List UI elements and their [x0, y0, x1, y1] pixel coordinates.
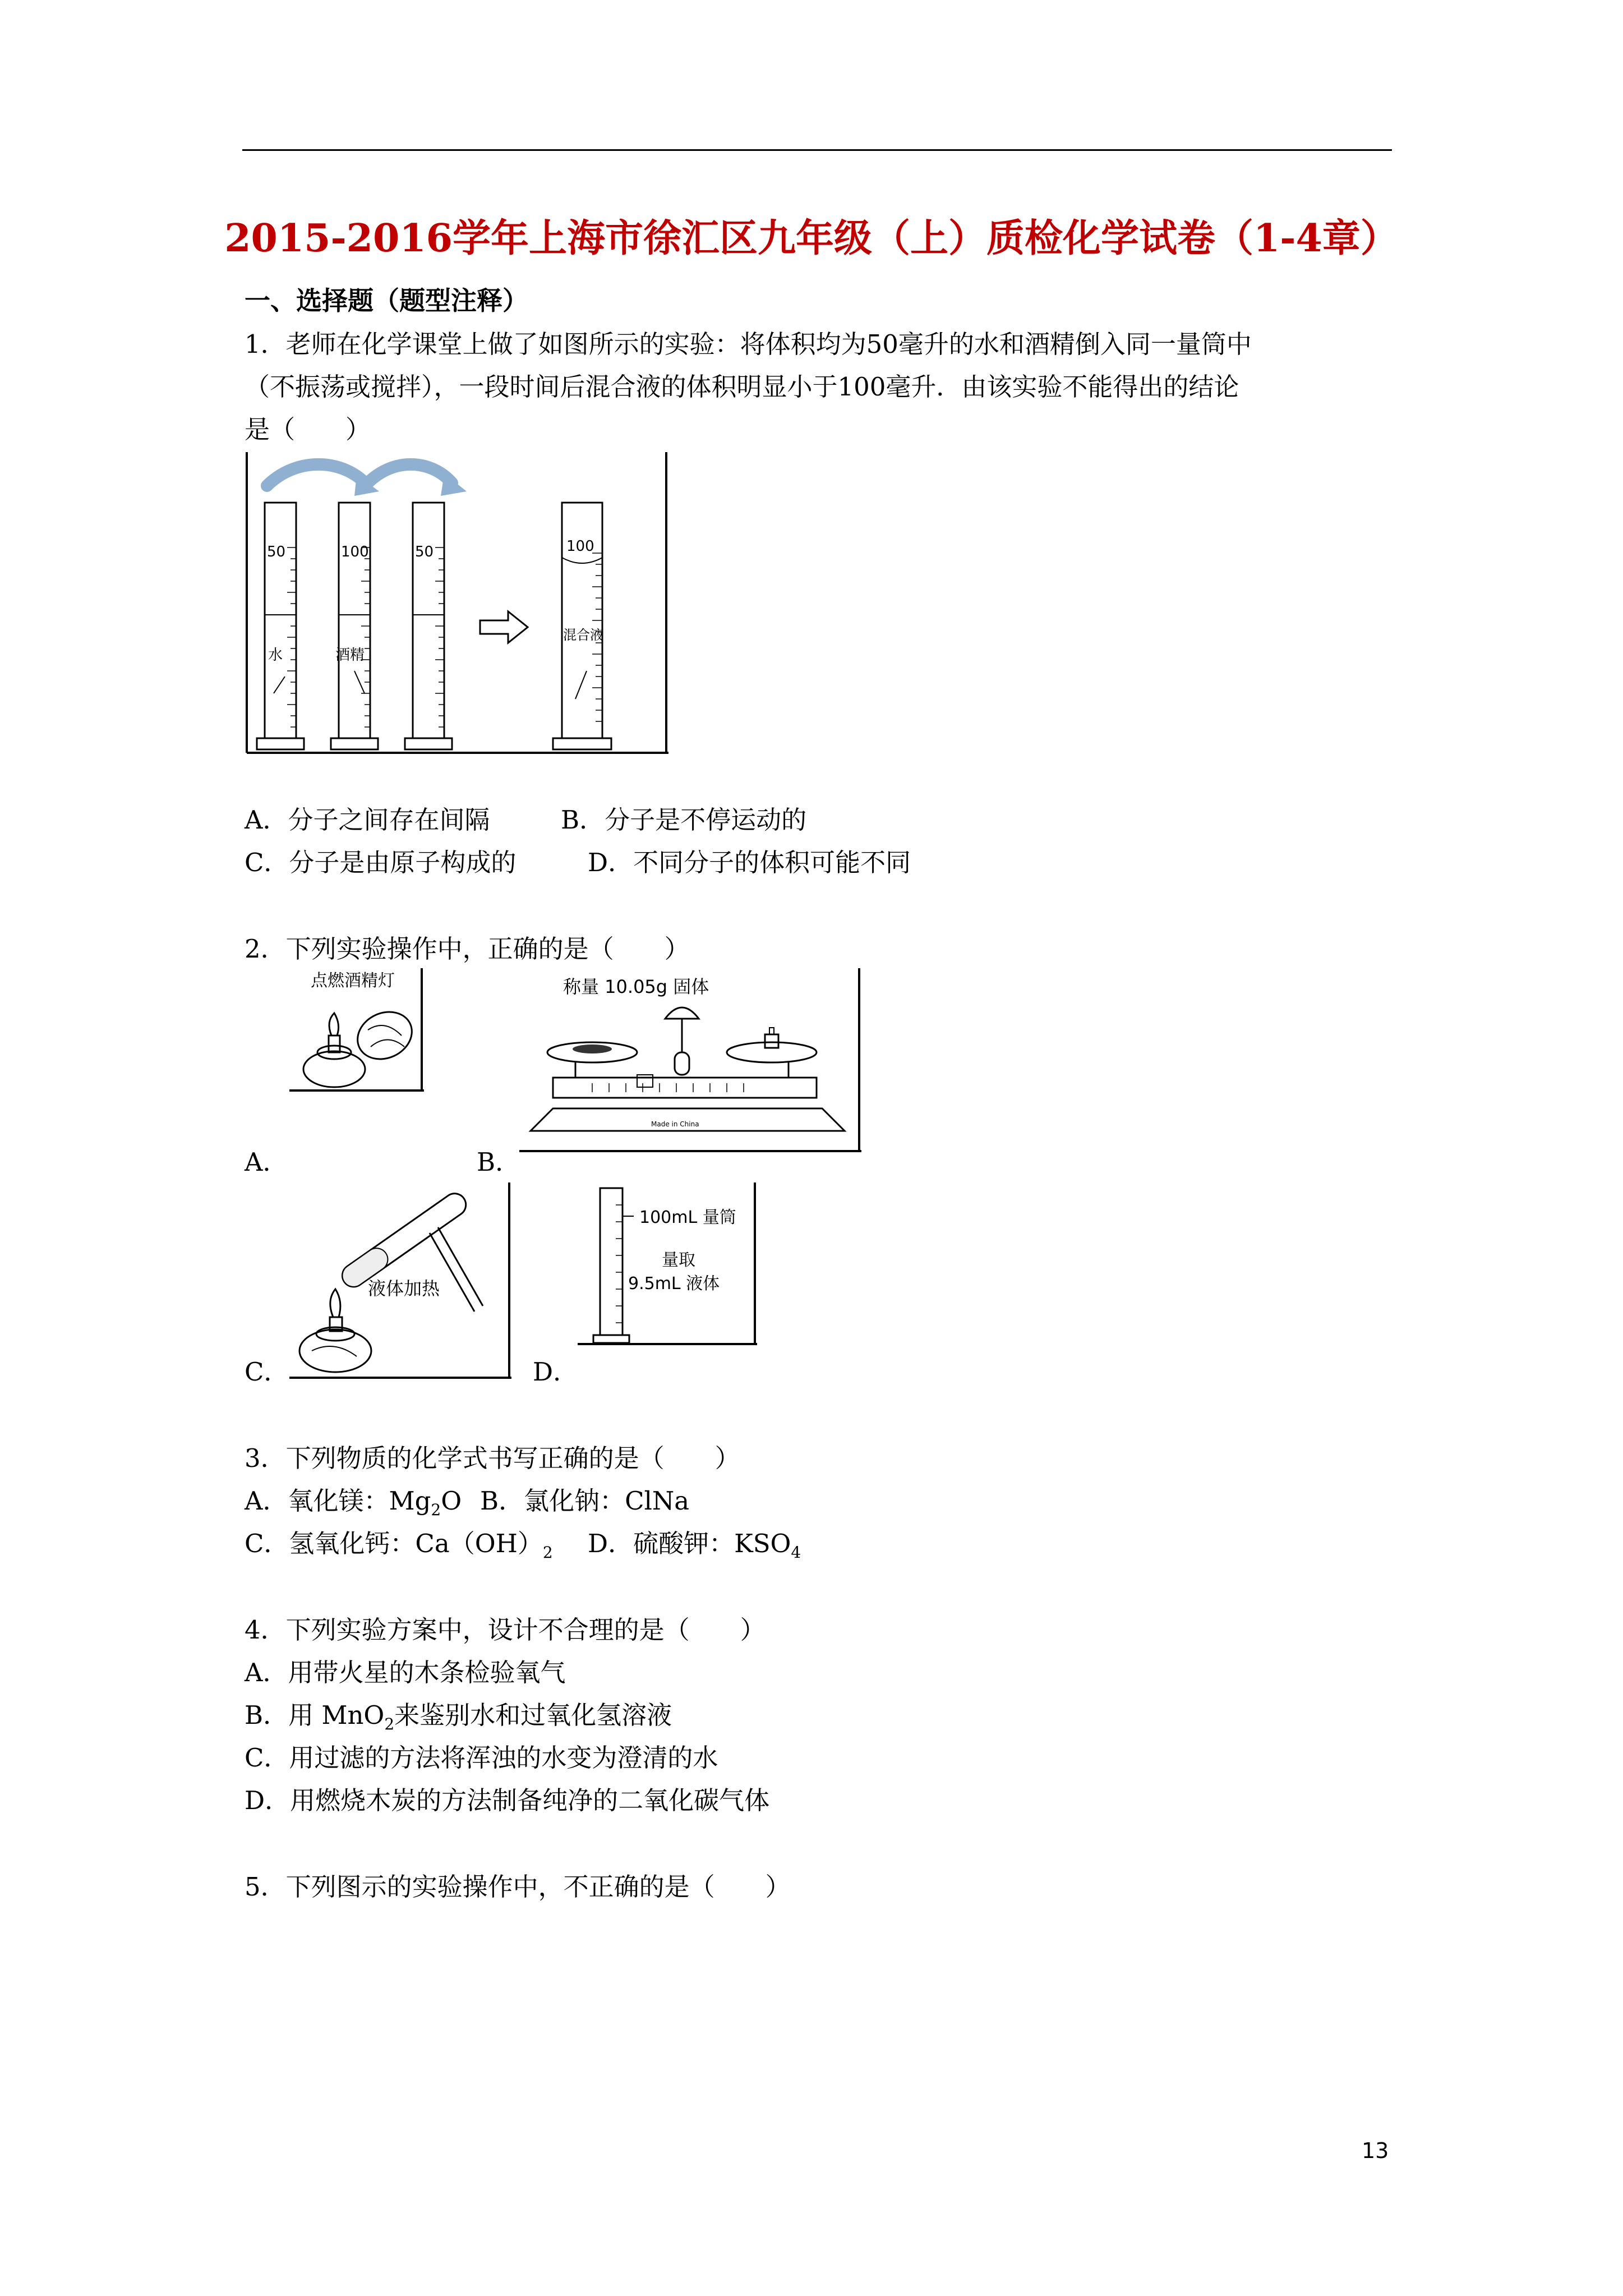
q1-cyl4-label: 混合液 — [563, 627, 603, 643]
q3-option-a: A．氧化镁：$Mg_2O$ — [245, 1486, 462, 1519]
q3-option-d: D．硫酸钾：$KSO_4$ — [588, 1529, 801, 1562]
q4-option-a: A．用带火星的木条检验氧气 — [245, 1658, 566, 1687]
q2-figure-c — [289, 1182, 511, 1380]
q2-figure-d — [578, 1182, 757, 1346]
header-rule — [242, 149, 1392, 151]
q2-figD-caption3: 9.5mL 液体 — [628, 1274, 720, 1294]
q2-option-d-label: D． — [533, 1357, 579, 1387]
q1-cyl1-label: 水 — [268, 647, 283, 664]
q2-stem: 2．下列实验操作中，正确的是（ ） — [245, 934, 690, 964]
q1-option-b: B．分子是不停运动的 — [561, 805, 807, 835]
q1-stem-line3: 是（ ） — [245, 415, 371, 444]
q2-figure-a — [289, 968, 427, 1093]
page-title: 2015-2016学年上海市徐汇区九年级（上）质检化学试卷（1-4章） — [224, 216, 1399, 261]
q5-stem: 5．下列图示的实验操作中，不正确的是（ ） — [245, 1872, 791, 1902]
q4-option-b: B．用 MnO$_2$来鉴别水和过氧化氢溶液 — [245, 1700, 672, 1733]
q2-figD-caption1: 100mL 量筒 — [639, 1208, 736, 1227]
q3-option-b: B．氯化钠：ClNa — [480, 1486, 690, 1516]
q2-figure-b — [519, 968, 861, 1153]
q2-figB-small-text: Made in China — [651, 1120, 699, 1128]
q1-stem-line1: 1．老师在化学课堂上做了如图所示的实验：将体积均为50毫升的水和酒精倒入同一量筒中 — [245, 329, 1252, 359]
q2-figD-caption2: 量取 — [662, 1250, 695, 1270]
q2-figB-caption: 称量 10.05g 固体 — [563, 976, 709, 997]
q4-option-c: C．用过滤的方法将浑浊的水变为澄清的水 — [245, 1743, 718, 1773]
section-heading: 一、选择题（题型注释） — [245, 286, 528, 316]
q1-cyl4-mark: 100 — [566, 538, 594, 555]
q1-cyl2-label: 酒精 — [335, 647, 365, 664]
q2-option-c-label: C． — [245, 1357, 289, 1387]
q2-option-a-label: A． — [245, 1147, 288, 1177]
q1-cyl1-mark: 50 — [267, 544, 286, 560]
page-number: 13 — [1362, 2138, 1389, 2163]
q1-figure-cylinders — [245, 452, 671, 755]
q2-figA-caption: 点燃酒精灯 — [311, 971, 395, 991]
q1-option-d: D．不同分子的体积可能不同 — [588, 848, 911, 877]
q4-stem: 4．下列实验方案中，设计不合理的是（ ） — [245, 1615, 766, 1645]
q1-option-a: A．分子之间存在间隔 — [245, 805, 490, 835]
q3-stem: 3．下列物质的化学式书写正确的是（ ） — [245, 1443, 740, 1473]
q1-cyl2-mark: 100 — [341, 544, 369, 560]
q1-option-c: C．分子是由原子构成的 — [245, 848, 517, 877]
q1-cyl3-mark: 50 — [415, 544, 434, 560]
q2-option-b-label: B． — [477, 1147, 521, 1177]
q2-figC-caption: 液体加热 — [368, 1278, 440, 1299]
q3-option-c: C．氢氧化钙：$Ca(OH)_2$ — [245, 1529, 553, 1562]
q1-stem-line2: （不振荡或搅拌），一段时间后混合液的体积明显小于100毫升．由该实验不能得出的结论 — [245, 372, 1239, 402]
q4-option-d: D．用燃烧木炭的方法制备纯净的二氧化碳气体 — [245, 1786, 770, 1815]
